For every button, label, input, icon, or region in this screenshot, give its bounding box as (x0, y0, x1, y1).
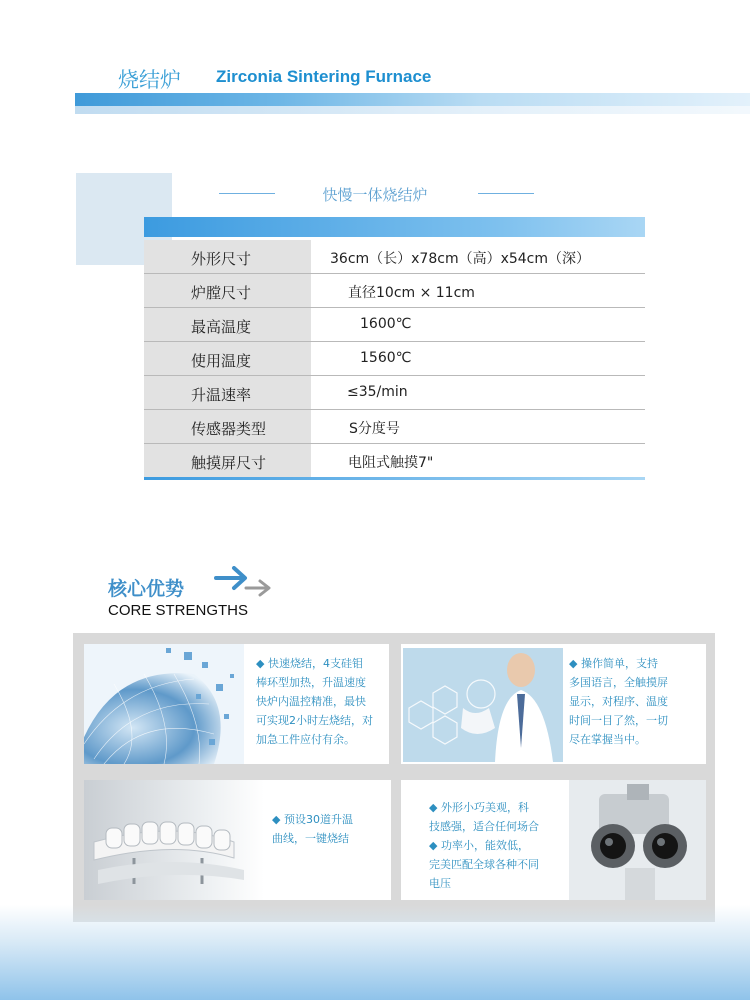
spec-table-header-bar (144, 217, 645, 237)
spec-row (144, 376, 645, 410)
strength-card (401, 780, 706, 900)
spec-value: 直径10cm × 11cm (348, 285, 475, 301)
spec-label: 升温速率 (191, 386, 252, 404)
spec-value: ≤35/min (347, 384, 408, 400)
card-line: 棒环型加热，升温速度 (256, 676, 366, 689)
card-line: ◆ 外形小巧美观，科 (429, 801, 529, 814)
spec-row (144, 342, 645, 376)
core-title-en: CORE STRENGTHS (108, 602, 249, 619)
card-line: 快炉内温控精准，最快 (256, 695, 366, 708)
card-line: 多国语言，全触摸屏 (569, 676, 668, 689)
card-text (569, 654, 701, 749)
spec-label: 外形尺寸 (191, 250, 252, 268)
core-title-cn: 核心优势 (108, 578, 185, 600)
strength-card (401, 644, 706, 764)
card-line: 尽在掌握当中。 (569, 733, 646, 746)
spec-table-title: 快慢一体烧结炉 (322, 186, 428, 204)
spec-value: 1560℃ (360, 350, 412, 366)
card-line: ◆ 操作简单，支持 (569, 657, 658, 670)
footer-wave (0, 905, 750, 1000)
dental-implant-image (84, 780, 264, 900)
spec-label: 触摸屏尺寸 (191, 454, 267, 472)
strength-card (84, 644, 389, 764)
spec-label: 传感器类型 (191, 420, 267, 438)
globe-network-image (84, 644, 244, 764)
spec-label: 最高温度 (191, 318, 252, 336)
card-line: ◆ 功率小，能效低， (429, 839, 529, 852)
card-line: 加急工件应付有余。 (256, 733, 355, 746)
card-line: 技感强，适合任何场合 (429, 820, 539, 833)
spec-row (144, 274, 645, 308)
card-line: 时间一目了然，一切 (569, 714, 668, 727)
card-line: 完美匹配全球各种不同 (429, 858, 539, 871)
card-line: 电压 (429, 877, 451, 890)
header-title-cn: 烧结炉 (118, 68, 181, 92)
spec-row (144, 240, 645, 274)
spec-label: 使用温度 (191, 352, 252, 370)
card-line: 显示，对程序、温度 (569, 695, 668, 708)
spec-value: 36cm（长）x78cm（高）x54cm（深） (330, 251, 591, 267)
spec-table-footer-bar (144, 477, 645, 480)
card-text (256, 654, 386, 749)
card-line: ◆ 快速烧结，4支硅钼 (256, 657, 363, 670)
card-line: 可实现2小时左烧结，对 (256, 714, 373, 727)
doctor-touchscreen-image (403, 648, 563, 762)
card-text (429, 798, 579, 893)
spec-row (144, 410, 645, 444)
spec-label: 炉膛尺寸 (191, 284, 252, 302)
spec-row (144, 308, 645, 342)
microscope-image (569, 780, 706, 900)
card-line: 曲线，一键烧结 (272, 832, 349, 845)
header-band (75, 93, 750, 114)
spec-value: 电阻式触摸7" (348, 455, 434, 471)
header-title-en: Zirconia Sintering Furnace (216, 67, 432, 86)
card-text (272, 810, 390, 848)
card-line: ◆ 预设30道升温 (272, 813, 353, 826)
strength-card (84, 780, 391, 900)
spec-value: S分度号 (349, 421, 400, 437)
spec-value: 1600℃ (360, 316, 412, 332)
arrow-right-icon (212, 566, 276, 604)
spec-row (144, 444, 645, 478)
